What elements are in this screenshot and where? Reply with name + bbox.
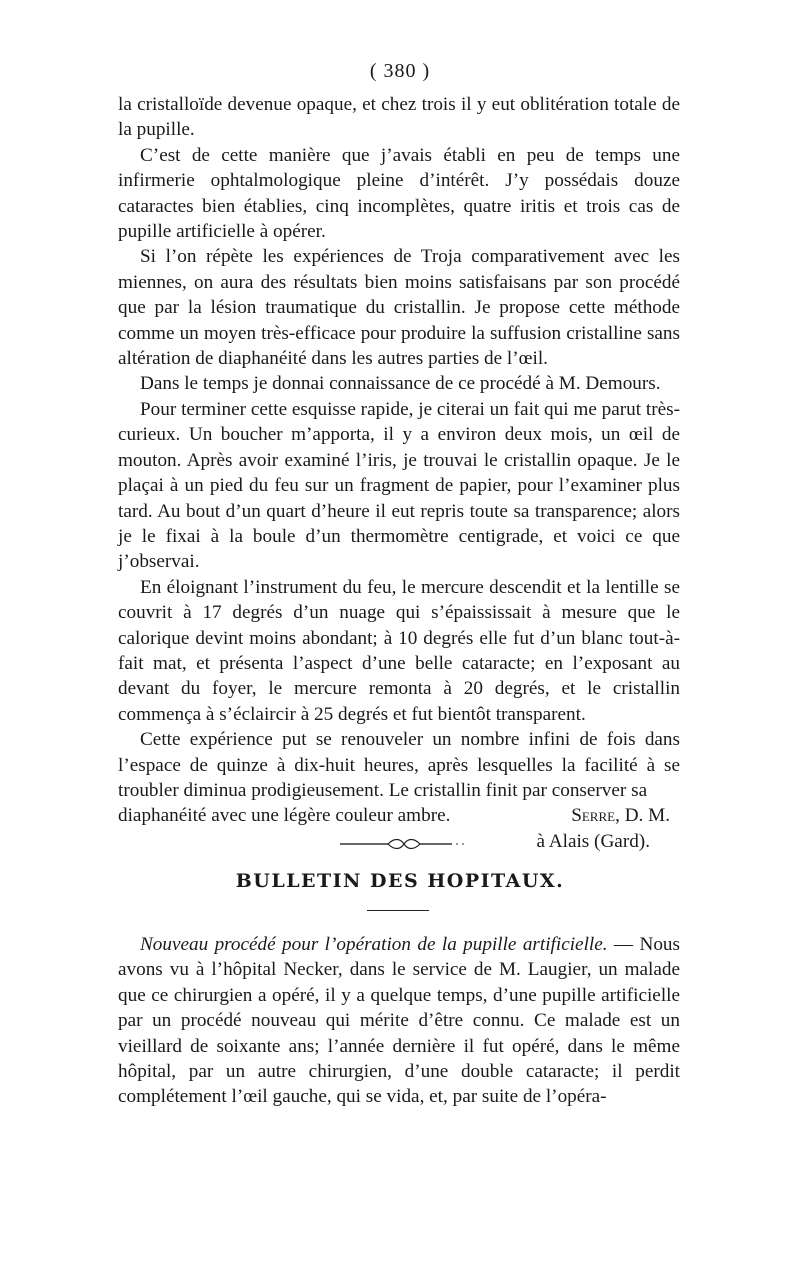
paragraph: la cristalloïde devenue opaque, et chez trois il y eut oblitération totale de la pupille. <box>118 94 680 141</box>
paragraph: Dans le temps je donnai connaissance de ce procédé à M. Demours. <box>140 373 661 395</box>
paragraph: Pour terminer cette esquisse rapide, je citerai un fait qui me parut très-curieux. Un boucher m’apporta, il y a environ deux mois, un œil de mouton. Après avoir examiné l’iris, je trouvai le cristallin opaque. Je le plaçai à un pied du feu sur un fragment de papier, pour l’examiner plus tard. Au bout d’un quart d’heure il eut repris toute sa transparence; alors je le fixai à la boule d’un thermomètre centigrade, et voici ce que j’observai. <box>118 398 680 573</box>
article-text: Nous avons vu à l’hôpital Necker, dans le service de M. Laugier, un malade que ce chirurgien a opéré, il y a quelque temps, d’une pupille artificielle par un procédé nouveau qui mérite d’être connu. Ce malade est un vieillard de soixante ans; l’année dernière il fut opéré, dans le même hôpital, par un autre chirurgien, d’une double cataracte; il perdit complétement l’œil gauche, qui se vida, et, par suite de l’opéra- <box>118 934 680 1108</box>
paragraph: Cette expérience put se renouveler un nombre infini de fois dans l’espace de quinze à dix-huit heures, après lesquelles la facilité à se troubler diminua prodigieusement. Le cristallin finit par conserver sa <box>118 729 680 801</box>
author-signature <box>571 803 680 828</box>
article-heading: Nouveau procédé pour l’opération de la pupille artificielle. <box>140 934 608 955</box>
paragraph: C’est de cette manière que j’avais établi en peu de temps une infirmerie ophtalmologique pleine d’intérêt. J’y possédais douze cataractes bien établies, cinq incomplètes, quatre iritis et trois cas de pupille artificielle à opérer. <box>118 144 680 243</box>
section-body <box>118 932 680 1110</box>
signature-line <box>118 803 680 828</box>
paragraph: En éloignant l’instrument du feu, le mercure descendit et la lentille se couvrit à 17 degrés d’un nuage qui s’épaississait à mesure que le calorique devint moins abondant; à 10 degrés elle fut d’un blanc tout-à-fait mat, et présenta l’aspect d’une belle cataracte; en l’exposant au devant du foyer, le mercure remonta à 20 degrés, et le cristallin commença à s’éclaircir à 25 degrés et fut bientôt transparent. <box>118 576 680 725</box>
heading-dash: — <box>607 934 634 955</box>
page-number: ( 380 ) <box>369 60 431 82</box>
paragraph <box>118 932 680 1110</box>
article-body <box>118 92 680 854</box>
author-title: , D. M. <box>615 805 670 827</box>
closing-text: diaphanéité avec une légère couleur ambre. <box>118 805 451 827</box>
title-rule <box>367 910 429 911</box>
author-name: Serre <box>571 805 616 827</box>
ornament-divider <box>340 838 470 850</box>
author-place: à Alais (Gard). <box>536 830 650 852</box>
section-title: BULLETIN DES HOPITAUX. <box>235 870 565 892</box>
paragraph: Si l’on répète les expériences de Troja comparativement avec les miennes, on aura des résultats bien moins satisfaisans par son procédé que par la lésion traumatique du cristallin. Je propose cette méthode comme un moyen très-efficace pour produire la suffusion cristalline sans altération de diaphanéité dans les autres parties de l’œil. <box>118 246 680 370</box>
